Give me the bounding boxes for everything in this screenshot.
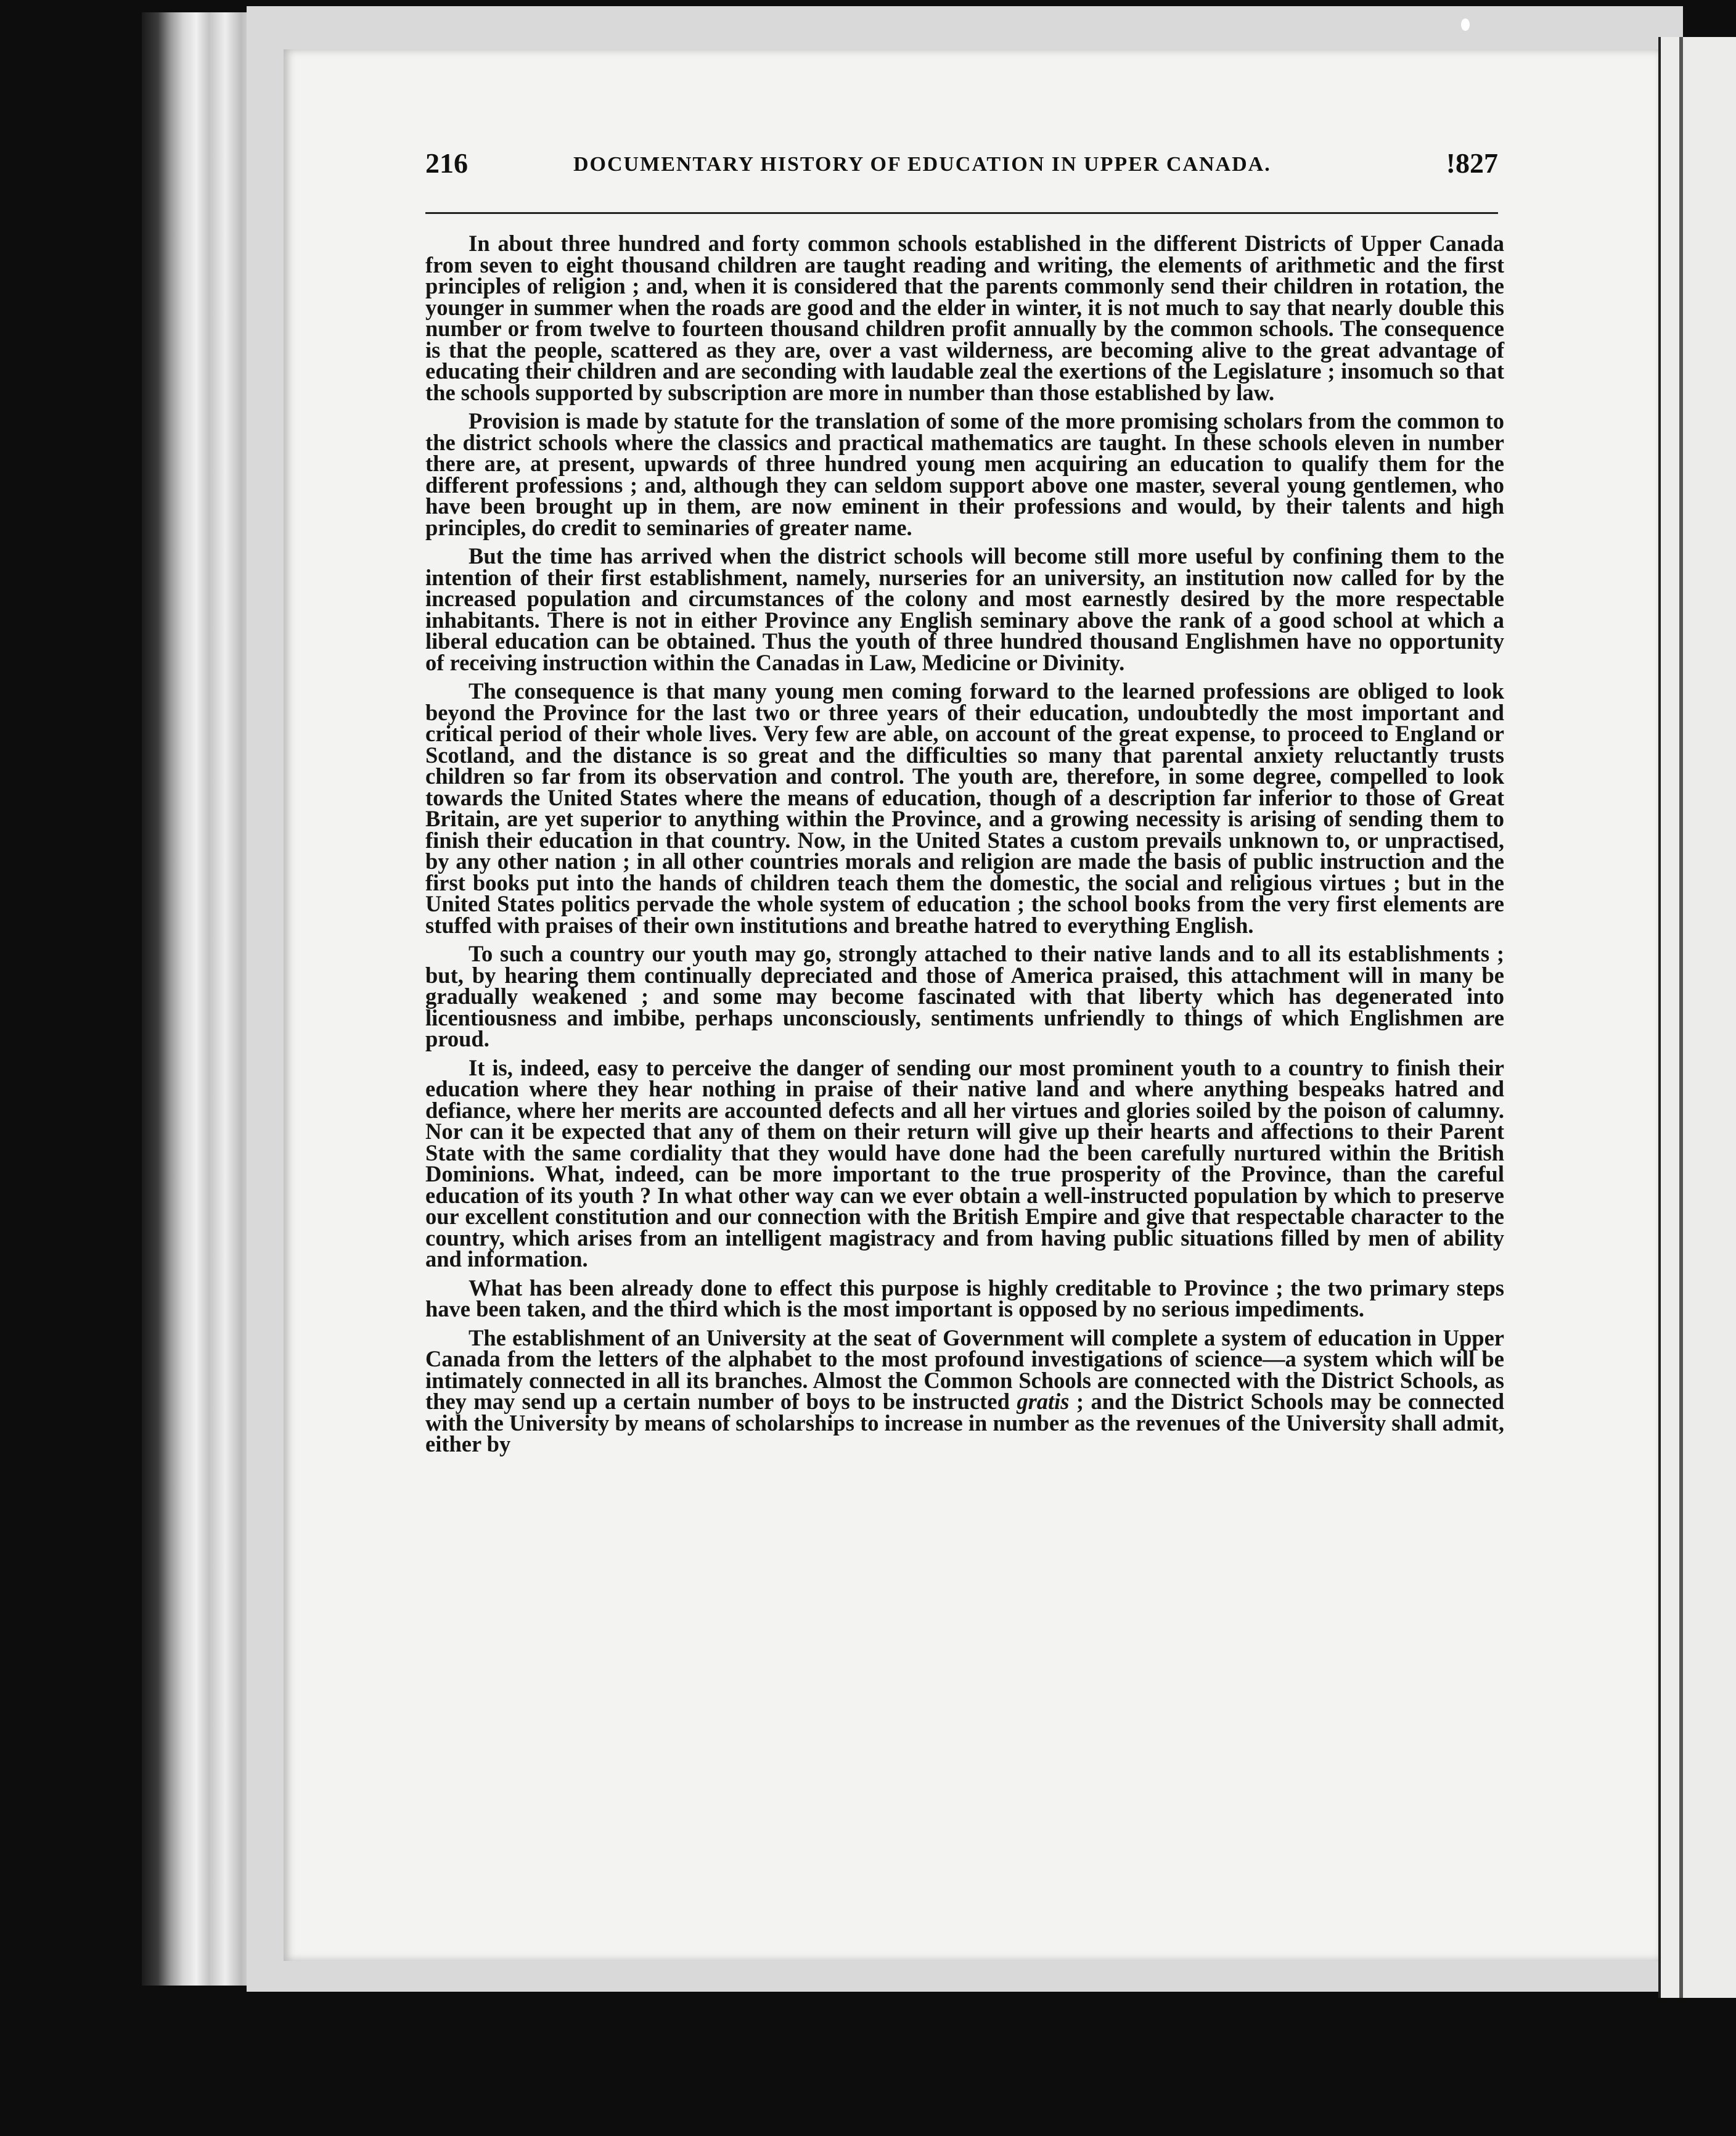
paragraph-text: The establishment of an University at the seat of Government will complete a system of education in Upper Canada from the letters of the alphabet to the most profound investigations of science—a system which will be intimately connected in all its branches. Almost the Common Schools are connected with the District Schools, as they may send up a certain number of boys to be instructed: [425, 1325, 1504, 1414]
body-text: [425, 233, 1504, 1463]
paragraph: It is, indeed, easy to perceive the danger of sending our most prominent youth to a country to finish their education where they hear nothing in praise of their native land and where anything bespeaks hatred and defiance, where her merits are accounted defects and all her virtues and glories soiled by the poison of calumny. Nor can it be expected that any of them on their return will give up their hearts and affections to their Parent State with the same cordiality that they would have done had the been carefully nurtured within the British Dominions. What, indeed, can be more important to the true prosperity of the Province, than the careful education of its youth ? In what other way can we ever obtain a well-instructed population by which to preserve our excellent constitution and our connection with the British Empire and give that respectable character to the country, which arises from an intelligent magistracy and from having public situations filled by men of ability and information.: [425, 1054, 1504, 1271]
italic-word: gratis: [1017, 1389, 1070, 1414]
paragraph: But the time has arrived when the district schools will become still more useful by confining them to the intention of their first establishment, namely, nurseries for an university, an institution now called for by the increased population and circumstances of the colony and most earnestly desired by the more respectable inhabitants. There is not in either Province any English seminary above the rank of a good school at which a liberal education can be obtained. Thus the youth of three hundred thousand Englishmen have no opportunity of receiving instruction within the Canadas in Law, Medicine or Divinity.: [425, 543, 1504, 675]
paragraph: In about three hundred and forty common schools established in the different Districts of Upper Canada from seven to eight thousand children are taught reading and writing, the elements of arithmetic and the first principles of religion ; and, when it is considered that the parents commonly send their children in rotation, the younger in summer when the roads are good and the elder in winter, it is not much to say that nearly double this number or from twelve to fourteen thousand children profit annually by the common schools. The consequence is that the people, scattered as they are, over a vast wilderness, are becoming alive to the great advantage of educating their children and are seconding with laudable zeal the exertions of the Legislature ; insomuch so that the schools supported by subscription are more in number than those established by law.: [425, 231, 1504, 405]
gutter-shadow: [1679, 37, 1683, 1998]
running-title: DOCUMENTARY HISTORY OF EDUCATION IN UPPER CANADA.: [573, 153, 1271, 176]
page-number: 216: [425, 147, 468, 179]
paragraph-last: [425, 1325, 1505, 1456]
facing-page-edge: [1658, 37, 1736, 1998]
page-header: [425, 147, 1498, 190]
header-year: !827: [1446, 147, 1498, 179]
paragraph: Provision is made by statute for the translation of some of the more promising scholars from the common to the district schools where the classics and practical mathematics are taught. In these schools eleven in number there are, at present, upwards of three hundred young men acquiring an education to qualify them for the different professions ; and, although they can seldom support above one master, several young gentlemen, who have been brought up in them, are now eminent in their professions and would, by their talents and high principles, do credit to seminaries of greater name.: [425, 408, 1504, 540]
header-rule: [425, 212, 1498, 214]
paragraph-text: ; and the District Schools may be connected with the University by means of scholarships to increase in number as the revenues of the University shall admit, either by: [425, 1389, 1505, 1456]
scan-speck: [1461, 18, 1470, 31]
paragraph: The consequence is that many young men coming forward to the learned professions are obliged to look beyond the Province for the last two or three years of their education, undoubtedly the most important and critical period of their whole lives. Very few are able, on account of the great expense, to proceed to England or Scotland, and the distance is so great and the difficulties so many that parental anxiety reluctantly trusts children so far from its observation and control. The youth are, therefore, in some degree, compelled to look towards the United States where the means of education, though of a description far inferior to those of Great Britain, are yet superior to anything within the Province, and a growing necessity is arising of sending them to finish their education in that country. Now, in the United States a custom prevails unknown to, or unpractised, by any other nation ; in all other countries morals and religion are made the basis of public instruction and the first books put into the hands of children teach them the domestic, the social and religious virtues ; but in the United States politics pervade the whole system of education ; the school books from the very first elements are stuffed with praises of their own institutions and breathe hatred to everything English.: [425, 678, 1504, 938]
paragraph: What has been already done to effect this purpose is highly creditable to Province ; the two primary steps have been taken, and the third which is the most important is opposed by no serious impediments.: [425, 1275, 1504, 1321]
paragraph: To such a country our youth may go, strongly attached to their native lands and to all its establishments ; but, by hearing them continually depreciated and those of America praised, this attachment will in many be gradually weakened ; and some may become fascinated with that liberty which has degenerated into licentiousness and imbibe, perhaps unconsciously, sentiments unfriendly to things of which Englishmen are proud.: [425, 941, 1504, 1051]
